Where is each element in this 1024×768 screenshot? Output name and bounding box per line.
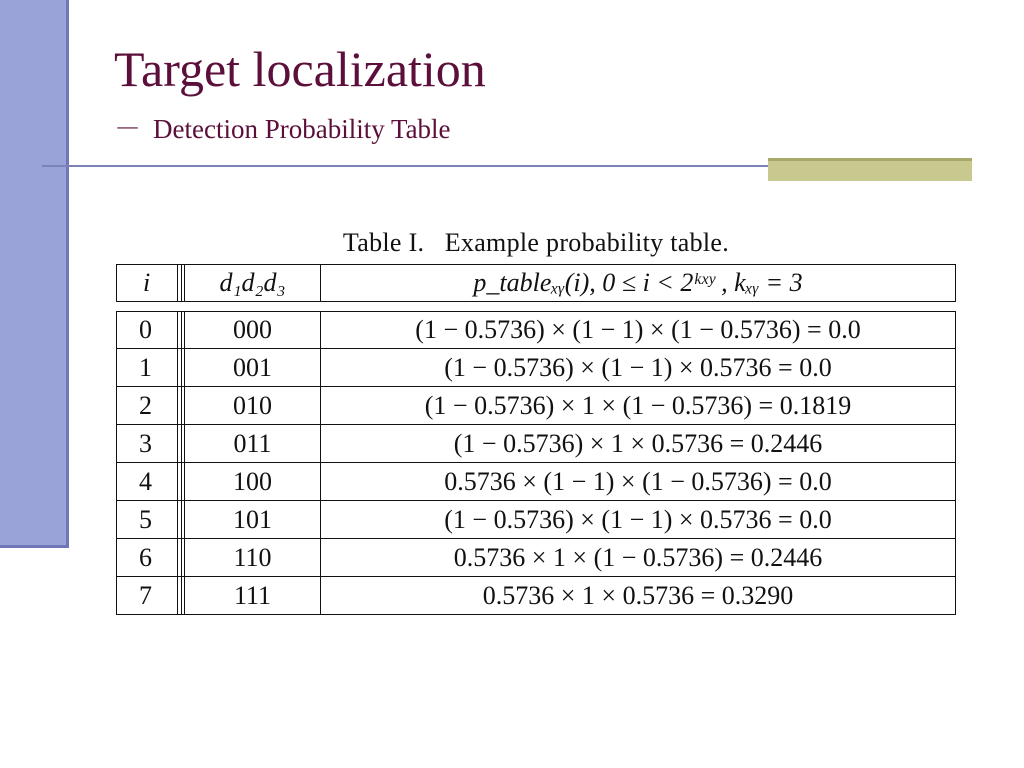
row-index: 6 [139,542,152,572]
table-row [116,311,956,349]
row-bits: 000 [184,312,320,348]
table-row [116,539,956,577]
row-bits: 111 [184,577,320,614]
table-row [116,577,956,615]
probability-table [116,264,956,302]
header-bits: d₁d₂d₃ [184,265,320,301]
table-caption: Table I. Example probability table. [342,228,730,257]
row-index: 0 [139,315,152,344]
row-index: 4 [139,466,152,496]
slide-title: Target localization [114,41,486,97]
row-expression: (1 − 0.5736) × (1 − 1) × 0.5736 = 0.0 [320,349,955,386]
row-bits: 011 [184,425,320,462]
row-index: 3 [139,428,152,458]
row-bits: 110 [184,539,320,576]
row-index: 2 [139,390,152,420]
left-decor-bar [0,0,69,548]
row-expression: 0.5736 × 1 × 0.5736 = 0.3290 [320,577,955,614]
row-expression: 0.5736 × (1 − 1) × (1 − 0.5736) = 0.0 [320,463,955,500]
row-expression: 0.5736 × 1 × (1 − 0.5736) = 0.2446 [320,539,955,576]
probability-table-body [116,311,956,615]
subtitle-text: Detection Probability Table [153,114,451,144]
row-expression: (1 − 0.5736) × 1 × 0.5736 = 0.2446 [320,425,955,462]
row-index: 7 [139,580,152,610]
table-row [116,501,956,539]
row-bits: 001 [184,349,320,386]
row-bits: 100 [184,463,320,500]
row-index: 1 [139,352,152,382]
table-header-row [116,264,956,302]
row-expression: (1 − 0.5736) × (1 − 1) × (1 − 0.5736) = 0.0 [320,312,955,348]
subtitle-dash: － [114,114,141,144]
table-row [116,425,956,463]
table-row [116,387,956,425]
header-i: i [143,268,151,297]
row-expression: (1 − 0.5736) × 1 × (1 − 0.5736) = 0.1819 [320,387,955,424]
row-index: 5 [139,504,152,534]
row-bits: 010 [184,387,320,424]
table-row [116,463,956,501]
slide-subtitle [114,116,451,143]
table-row [116,349,956,387]
row-expression: (1 − 0.5736) × (1 − 1) × 0.5736 = 0.0 [320,501,955,538]
row-bits: 101 [184,501,320,538]
header-expression: p_tableₓᵧ(i), 0 ≤ i < 2ᵏˣʸ , kₓᵧ = 3 [320,265,955,301]
accent-bar [768,158,972,181]
